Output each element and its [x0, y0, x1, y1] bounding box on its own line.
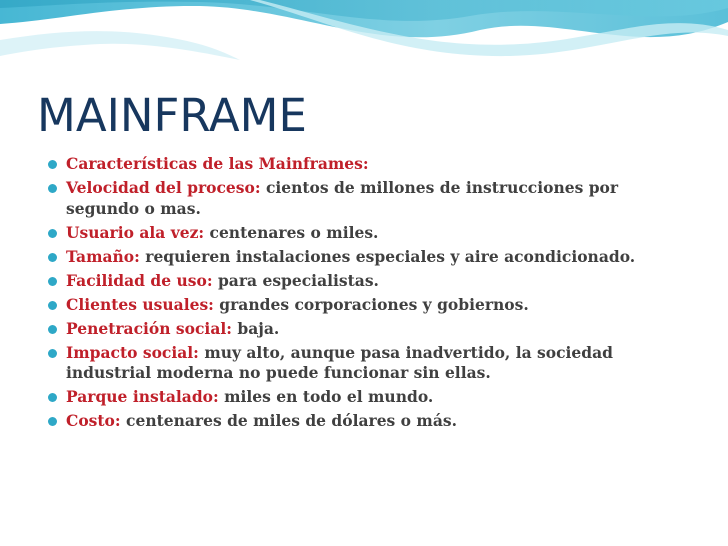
- bullet-icon: [48, 277, 57, 286]
- item-text: cientos de millones de instrucciones por segundo o mas.: [66, 178, 619, 218]
- bullet-icon: [48, 184, 57, 193]
- list-item: [48, 411, 678, 432]
- item-label: Penetración social:: [66, 318, 232, 338]
- item-label: Características de las Mainframes:: [66, 154, 369, 173]
- bullet-list: [48, 154, 678, 435]
- header-wave-decoration: [0, 0, 728, 80]
- item-text: baja.: [231, 318, 280, 338]
- bullet-icon: [48, 253, 57, 262]
- item-label: Impacto social:: [66, 342, 199, 362]
- item-text: para especialistas.: [212, 270, 379, 290]
- bullet-icon: [48, 325, 57, 334]
- item-text: centenares o miles.: [204, 222, 379, 242]
- item-text: miles en todo el mundo.: [218, 387, 434, 406]
- item-text: muy alto, aunque pasa inadvertido, la sociedad industrial moderna no puede funcionar sin ellas.: [66, 342, 613, 382]
- slide-title: MAINFRAME: [37, 89, 307, 142]
- list-item: [48, 387, 678, 408]
- bullet-icon: [48, 417, 57, 426]
- item-label: Clientes usuales:: [66, 294, 214, 314]
- item-label: Facilidad de uso:: [66, 270, 213, 290]
- list-item: [48, 295, 678, 316]
- bullet-icon: [48, 160, 57, 169]
- item-label: Costo:: [66, 411, 121, 430]
- list-item: [48, 247, 678, 268]
- bullet-icon: [48, 349, 57, 358]
- bullet-icon: [48, 301, 57, 310]
- item-label: Velocidad del proceso:: [66, 178, 261, 197]
- list-item: [48, 271, 678, 292]
- list-item: [48, 223, 678, 244]
- bullet-icon: [48, 229, 57, 238]
- bullet-icon: [48, 393, 57, 402]
- item-text: centenares de miles de dólares o más.: [120, 411, 457, 430]
- item-text: grandes corporaciones y gobiernos.: [213, 294, 529, 314]
- item-label: Parque instalado:: [66, 387, 219, 406]
- item-label: Usuario ala vez:: [66, 222, 205, 242]
- item-label: Tamaño:: [66, 246, 140, 266]
- list-item: [48, 154, 678, 175]
- list-item: [48, 319, 678, 340]
- item-text: requieren instalaciones especiales y aire acondicionado.: [139, 246, 636, 266]
- list-item: [48, 178, 678, 219]
- list-item: [48, 343, 678, 384]
